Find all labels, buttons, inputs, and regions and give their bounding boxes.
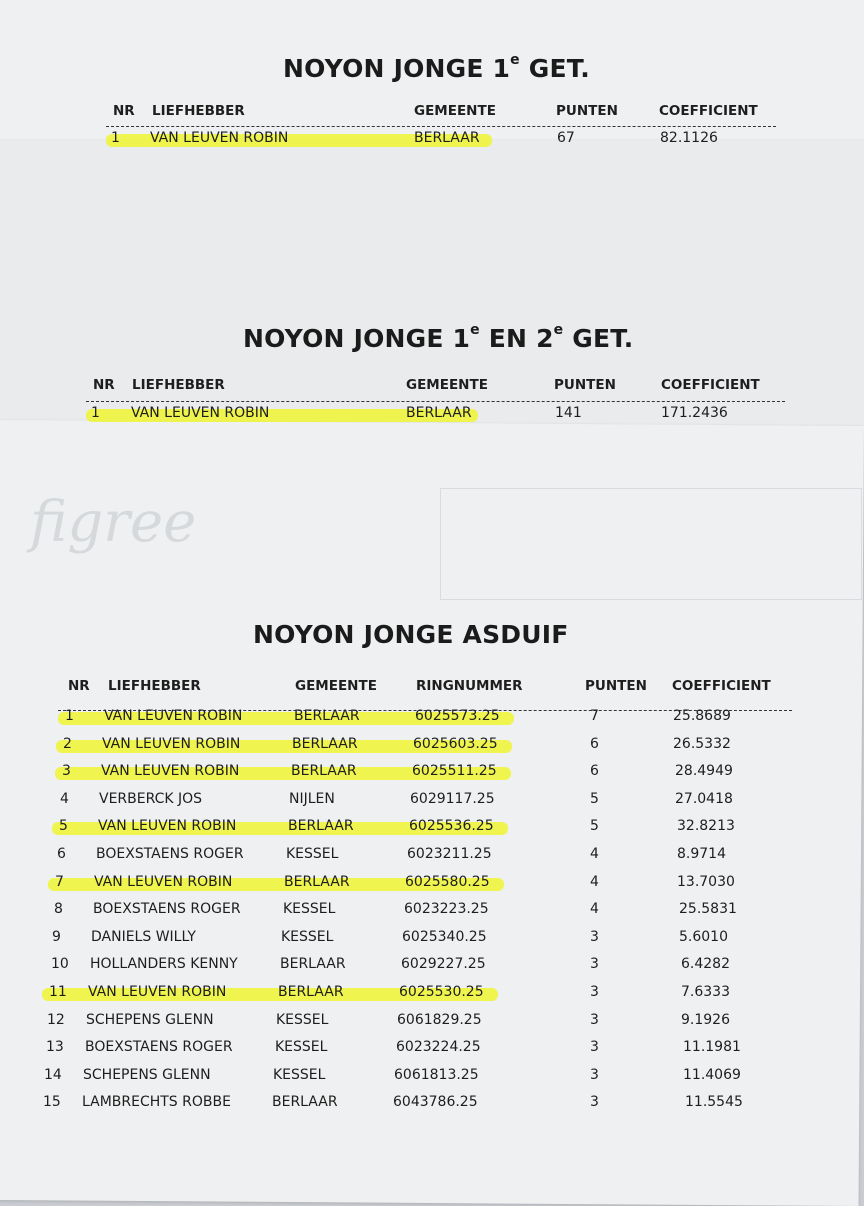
cell-nr: 10 xyxy=(51,956,69,973)
cell-punten: 5 xyxy=(590,790,599,807)
cell-punten: 5 xyxy=(590,818,599,835)
cell-ringnummer: 6025580.25 xyxy=(405,873,490,890)
cell-gemeente: KESSEL xyxy=(283,901,336,918)
header-ringnummer: RINGNUMMER xyxy=(416,678,523,694)
header-gemeente: GEMEENTE xyxy=(406,377,488,393)
cell-nr: 4 xyxy=(60,790,69,807)
cell-ringnummer: 6025511.25 xyxy=(412,763,497,780)
cell-nr: 14 xyxy=(44,1066,62,1083)
cell-punten: 3 xyxy=(590,928,599,945)
header-punten: PUNTEN xyxy=(585,678,647,694)
cell-coefficient: 11.5545 xyxy=(685,1094,743,1111)
cell-ringnummer: 6025530.25 xyxy=(399,984,484,1000)
cell-liefhebber: VAN LEUVEN ROBIN xyxy=(150,130,289,146)
header-liefhebber: LIEFHEBBER xyxy=(132,377,225,393)
cell-gemeente: BERLAAR xyxy=(280,956,346,973)
cell-coefficient: 8.9714 xyxy=(677,846,726,862)
cell-coefficient: 82.1126 xyxy=(660,130,718,146)
header-liefhebber: LIEFHEBBER xyxy=(152,103,245,119)
cell-gemeente: BERLAAR xyxy=(278,984,344,1000)
header-rule xyxy=(106,126,776,127)
cell-coefficient: 26.5332 xyxy=(673,735,731,752)
cell-nr: 11 xyxy=(49,984,67,1000)
cell-coefficient: 13.7030 xyxy=(677,873,735,890)
cell-ringnummer: 6023223.25 xyxy=(404,901,489,918)
cell-ringnummer: 6023211.25 xyxy=(407,846,492,862)
cell-punten: 7 xyxy=(590,708,599,724)
header-punten: PUNTEN xyxy=(554,377,616,393)
cell-liefhebber: VAN LEUVEN ROBIN xyxy=(98,818,237,835)
cell-nr: 8 xyxy=(54,901,63,918)
cell-coefficient: 28.4949 xyxy=(675,763,733,780)
cell-liefhebber: VERBERCK JOS xyxy=(99,790,203,807)
cell-punten: 3 xyxy=(590,956,599,973)
cell-liefhebber: VAN LEUVEN ROBIN xyxy=(102,735,241,752)
cell-nr: 1 xyxy=(111,130,120,146)
cell-coefficient: 171.2436 xyxy=(661,405,728,421)
cell-ringnummer: 6025340.25 xyxy=(402,928,487,945)
header-coefficient: COEFFICIENT xyxy=(661,377,760,393)
cell-coefficient: 11.4069 xyxy=(683,1066,741,1083)
cell-gemeente: KESSEL xyxy=(286,846,339,862)
cell-coefficient: 25.8689 xyxy=(673,708,731,724)
cell-nr: 12 xyxy=(47,1011,65,1028)
cell-ringnummer: 6025536.25 xyxy=(409,818,494,835)
section3-title: NOYON JONGE ASDUIF xyxy=(253,620,569,649)
cell-liefhebber: VAN LEUVEN ROBIN xyxy=(88,984,227,1000)
cell-liefhebber: LAMBRECHTS ROBBE xyxy=(82,1094,231,1111)
cell-gemeente: KESSEL xyxy=(273,1066,326,1083)
header-nr: NR xyxy=(93,377,115,393)
header-nr: NR xyxy=(68,678,90,694)
cell-coefficient: 32.8213 xyxy=(677,818,735,835)
cell-gemeente: NIJLEN xyxy=(289,790,335,807)
cell-liefhebber: BOEXSTAENS ROGER xyxy=(96,846,244,862)
header-nr: NR xyxy=(113,103,135,119)
header-gemeente: GEMEENTE xyxy=(295,678,377,694)
cell-nr: 15 xyxy=(43,1094,61,1111)
cell-punten: 141 xyxy=(555,405,582,421)
cell-ringnummer: 6029227.25 xyxy=(401,956,486,973)
cell-liefhebber: VAN LEUVEN ROBIN xyxy=(94,873,233,890)
cell-liefhebber: BOEXSTAENS ROGER xyxy=(85,1039,233,1056)
cell-coefficient: 5.6010 xyxy=(679,928,728,945)
cell-punten: 3 xyxy=(590,1011,599,1028)
cell-ringnummer: 6061813.25 xyxy=(394,1066,479,1083)
cell-gemeente: KESSEL xyxy=(276,1011,329,1028)
section2-title: NOYON JONGE 1e EN 2e GET. xyxy=(243,322,634,353)
cell-gemeente: BERLAAR xyxy=(284,873,350,890)
cell-liefhebber: VAN LEUVEN ROBIN xyxy=(104,708,243,724)
header-rule xyxy=(86,401,785,402)
cell-nr: 7 xyxy=(55,873,64,890)
cell-gemeente: BERLAAR xyxy=(292,735,358,752)
cell-liefhebber: DANIELS WILLY xyxy=(91,928,196,945)
cell-coefficient: 6.4282 xyxy=(681,956,730,973)
cell-coefficient: 25.5831 xyxy=(679,901,737,918)
header-liefhebber: LIEFHEBBER xyxy=(108,678,201,694)
cell-ringnummer: 6025573.25 xyxy=(415,708,500,724)
cell-coefficient: 27.0418 xyxy=(675,790,733,807)
show-through-logo: figree xyxy=(30,490,197,555)
section1-title: NOYON JONGE 1e GET. xyxy=(283,52,590,83)
show-through-box xyxy=(440,488,862,600)
header-gemeente: GEMEENTE xyxy=(414,103,496,119)
cell-ringnummer: 6025603.25 xyxy=(413,735,498,752)
cell-liefhebber: SCHEPENS GLENN xyxy=(86,1011,214,1028)
cell-liefhebber: SCHEPENS GLENN xyxy=(83,1066,211,1083)
cell-ringnummer: 6029117.25 xyxy=(410,790,495,807)
cell-liefhebber: HOLLANDERS KENNY xyxy=(90,956,238,973)
cell-ringnummer: 6043786.25 xyxy=(393,1094,478,1111)
cell-punten: 67 xyxy=(557,130,575,146)
cell-punten: 6 xyxy=(590,763,599,780)
cell-nr: 13 xyxy=(46,1039,64,1056)
cell-punten: 4 xyxy=(590,846,599,862)
cell-punten: 4 xyxy=(590,901,599,918)
cell-coefficient: 11.1981 xyxy=(683,1039,741,1056)
cell-gemeente: BERLAAR xyxy=(414,130,480,146)
cell-ringnummer: 6023224.25 xyxy=(396,1039,481,1056)
cell-nr: 1 xyxy=(65,708,74,724)
header-punten: PUNTEN xyxy=(556,103,618,119)
cell-nr: 9 xyxy=(52,928,61,945)
cell-nr: 2 xyxy=(63,735,72,752)
cell-punten: 4 xyxy=(590,873,599,890)
cell-liefhebber: VAN LEUVEN ROBIN xyxy=(101,763,240,780)
cell-gemeente: KESSEL xyxy=(281,928,334,945)
cell-nr: 5 xyxy=(59,818,68,835)
cell-gemeente: BERLAAR xyxy=(272,1094,338,1111)
cell-punten: 3 xyxy=(590,984,599,1000)
cell-nr: 3 xyxy=(62,763,71,780)
header-coefficient: COEFFICIENT xyxy=(659,103,758,119)
cell-punten: 3 xyxy=(590,1094,599,1111)
header-coefficient: COEFFICIENT xyxy=(672,678,771,694)
cell-nr: 6 xyxy=(57,846,66,862)
cell-gemeente: BERLAAR xyxy=(294,708,360,724)
cell-punten: 6 xyxy=(590,735,599,752)
cell-gemeente: BERLAAR xyxy=(406,405,472,421)
cell-gemeente: KESSEL xyxy=(275,1039,328,1056)
cell-punten: 3 xyxy=(590,1066,599,1083)
cell-liefhebber: VAN LEUVEN ROBIN xyxy=(131,405,270,421)
cell-gemeente: BERLAAR xyxy=(288,818,354,835)
cell-liefhebber: BOEXSTAENS ROGER xyxy=(93,901,241,918)
cell-nr: 1 xyxy=(91,405,100,421)
cell-gemeente: BERLAAR xyxy=(291,763,357,780)
cell-coefficient: 9.1926 xyxy=(681,1011,730,1028)
cell-coefficient: 7.6333 xyxy=(681,984,730,1000)
cell-punten: 3 xyxy=(590,1039,599,1056)
cell-ringnummer: 6061829.25 xyxy=(397,1011,482,1028)
